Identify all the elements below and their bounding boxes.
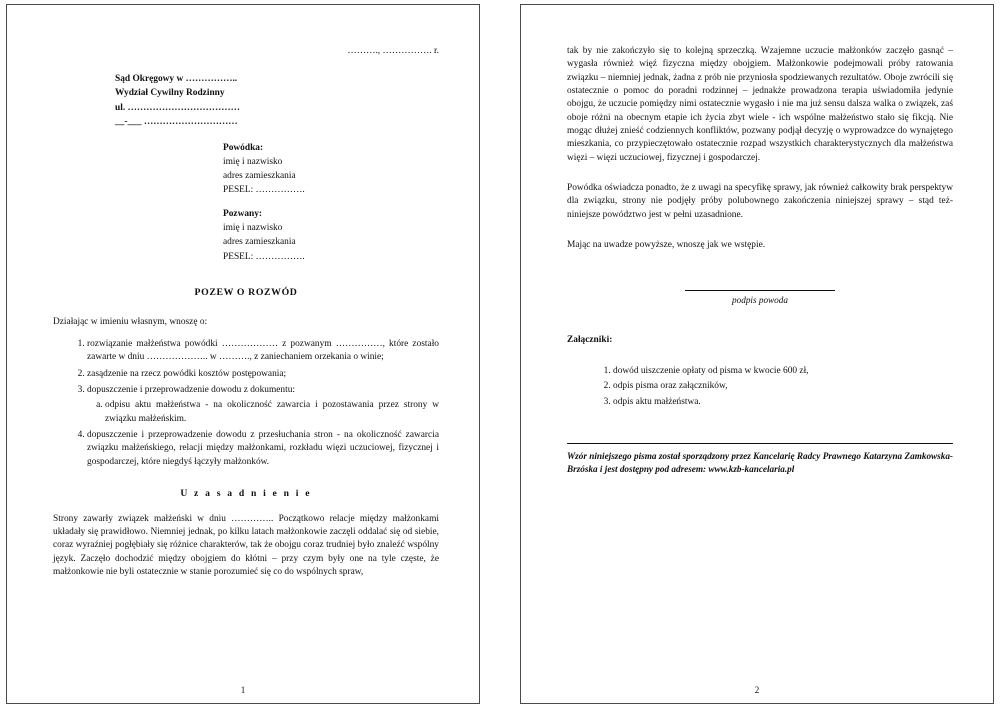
defendant-role: Pozwany: xyxy=(223,209,263,220)
plaintiff-name: imię i nazwisko xyxy=(223,156,283,167)
intro-paragraph: Działając w imieniu własnym, wnoszę o: xyxy=(53,316,208,327)
plaintiff-block xyxy=(53,141,439,197)
request-text-4: dopuszczenie i przeprowadzenie dowodu z przesłuchania stron - na okoliczność zawarcia związku małżeńskiego, relacji między małżonkami, rozkładu więzi uczuciowej, fizycznej i gospodarczej, które niegdyś łączyły małżonków. xyxy=(87,429,439,467)
date-line: ………., ……………. r. xyxy=(347,46,439,56)
defendant-address: adres zamieszkania xyxy=(223,237,296,248)
list-item xyxy=(613,396,953,409)
page-1-content xyxy=(53,45,439,677)
court-division: Wydział Cywilny Rodzinny xyxy=(115,88,225,99)
list-item xyxy=(613,365,953,378)
attachment-text-2: odpis pisma oraz załączników, xyxy=(613,381,728,392)
attachment-text-3: odpis aktu małżeństwa. xyxy=(613,396,701,407)
list-item xyxy=(105,399,439,426)
list-item xyxy=(87,429,439,469)
requests-sublist xyxy=(87,399,439,426)
court-address-block xyxy=(53,72,439,128)
paragraph-spacer xyxy=(567,231,953,239)
plaintiff-role: Powódka: xyxy=(223,142,264,153)
plaintiff-pesel: PESEL: ……………. xyxy=(223,185,305,196)
page-number-1: 1 xyxy=(240,685,246,695)
signature-line xyxy=(685,290,835,291)
page-2-content xyxy=(567,45,953,677)
footnote-text: Wzór niniejszego pisma został sporządzony przez Kancelarię Radcy Prawnego Katarzyna Zamkowska-Brzóska i jest dostępny pod adresem: www.kzb-kancelaria.pl xyxy=(567,450,953,475)
list-item xyxy=(87,384,439,426)
plaintiff-address: adres zamieszkania xyxy=(223,171,296,181)
footnote-divider xyxy=(567,443,953,444)
attachments-list xyxy=(567,365,953,409)
justification-heading: U z a s a d n i e n i e xyxy=(180,488,312,499)
paragraph-spacer xyxy=(567,174,953,182)
signature-label: podpis powoda xyxy=(732,295,788,306)
attachment-text-1: dowód uiszczenie opłaty od pisma w kwocie 600 zł, xyxy=(613,365,809,376)
request-text-1: rozwiązanie małżeństwa powódki ……………… z pozwanym ……………, które zostało zawarte w dniu ……………….. w ………., z zaniechaniem orzekania o winie; xyxy=(87,338,439,363)
attachments-heading: Załączniki: xyxy=(567,334,613,345)
defendant-block xyxy=(53,207,439,263)
page-number-2: 2 xyxy=(754,685,760,695)
request-text-2: zasądzenie na rzecz powódki kosztów postępowania; xyxy=(87,368,287,379)
court-street: ul. ……………………………… xyxy=(115,102,241,113)
document-page-2 xyxy=(520,4,994,704)
request-text-3: dopuszczenie i przeprowadzenie dowodu z dokumentu: xyxy=(87,384,295,395)
justification-body: Strony zawarły związek małżeński w dniu ………….. Początkowo relacje między małżonkami układały się prawidłowo. Niemniej jednak, po kilku latach małżonkowie zaczęli oddalać się od siebie, coraz wyraźniej pogłębiały się różnice charakterów, tak że obojgu coraz trudniej było znaleźć wspólny język. Zaczęło dochodzić między obojgiem do kłótni – przy czym były one na tyle częste, że małżonkowie nie byli ostatecznie w stanie porozumieć się co do wspólnych spraw, xyxy=(53,513,439,577)
list-item xyxy=(87,368,439,381)
document-page-1 xyxy=(6,4,480,704)
body-paragraph-3: Mając na uwadze powyższe, wnoszę jak we wstępie. xyxy=(567,240,766,251)
court-name: Sąd Okręgowy w …………….. xyxy=(115,74,238,85)
list-item xyxy=(613,380,953,393)
body-paragraph-1: tak by nie zakończyło się to kolejną sprzeczką. Wzajemne uczucie małżonków zaczęło gasnąć – wygasła również więź fizyczna między obojgiem. Małżonkowie podejmowali próby ratowania związku – niemniej jednak, żadna z prób nie przyniosła spodziewanych rezultatów. Oboje zwrócili się ostatecznie o pomoc do poradni rodzinnej – jednakże prowadzona terapia uświadomiła jedynie obojgu, że uczucie pomiędzy nimi ostatecznie wygasło i nie ma już sensu dalsza walka o związek, zaś oboje różni na obecnym etapie ich życia zbyt wiele - ich wspólne małżeństwo stało się fikcją. Nie mogąc dłużej znieść codziennych konfliktów, pozwany podjął decyzję o wyprowadzce do wynajętego mieszkania, co przypieczętowało ostatecznie rozpad wszystkich charakterystycznych dla małżeństwa więzi – więzi uczuciowej, fizycznej i gospodarczej. xyxy=(567,46,953,163)
signature-block xyxy=(567,290,953,307)
document-title: POZEW O ROZWÓD xyxy=(194,286,298,298)
defendant-pesel: PESEL: ……………. xyxy=(223,251,305,262)
request-sub-text-3a: odpisu aktu małżeństwa - na okoliczność zawarcia i pozostawania przez strony w związku małżeńskim. xyxy=(105,400,439,424)
body-paragraph-2: Powódka oświadcza ponadto, że z uwagi na specyfikę sprawy, jak również całkowity brak perspektyw dla związku, strony nie podjęły próby polubownego zakończenia niniejszej sprawy – stąd też- niniejsze powództwo jest w pełni uzasadnione. xyxy=(567,183,953,220)
list-item xyxy=(87,338,439,365)
defendant-name: imię i nazwisko xyxy=(223,223,283,234)
court-postal: __-___ ………………………… xyxy=(115,116,238,127)
requests-list xyxy=(53,338,439,469)
